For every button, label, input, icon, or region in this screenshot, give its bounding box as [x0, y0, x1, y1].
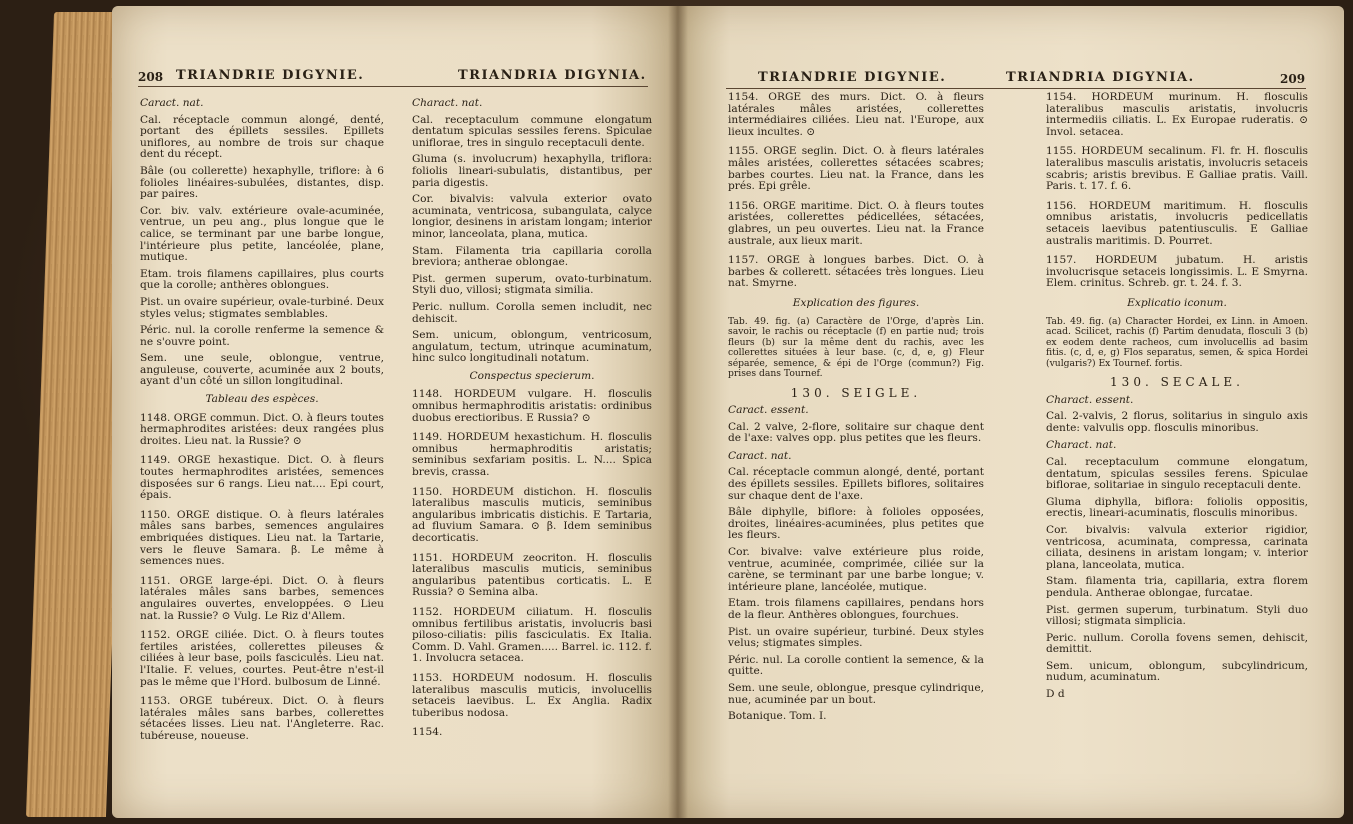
paragraph: Cor. bivalvis: valvula exterior rigidior, ventricosa, acuminata, compressa, carinata ciliata, desinens in aristam longam; v. interior plana, lanceolata, mutica. [1046, 523, 1308, 571]
left-page [112, 6, 676, 818]
section-title: Conspectus specierum. [469, 369, 595, 382]
paragraph: Cor. bivalve: valve extérieure plus roide, ventrue, acuminée, comprimée, ciliée sur la carène, se terminant par une barbe longue; v. intérieure plane, lancéolée, mutique. [728, 546, 984, 593]
species-entry: 1152. HORDEUM ciliatum. H. flosculis omnibus fertilibus aristatis, involucris basi piloso-ciliatis: pilis fasciculatis. Ex Italia. Comm. D. Vahl. Gramen..... Barrel. ic. 112. f. 1. Involucra setacea. [412, 605, 652, 665]
running-header-french: TRIANDRIE DIGYNIE. [758, 70, 947, 85]
paragraph: Pist. germen superum, ovato-turbinatum. Styli duo, villosi; stigmata similia. [412, 272, 652, 297]
french-column [140, 92, 384, 751]
paragraph: Stam. filamenta tria, capillaria, extra florem pendula. Antherae oblongae, furcatae. [1046, 575, 1308, 599]
species-entry: 1151. HORDEUM zeocriton. H. flosculis lateralibus masculis muticis, seminibus angularibus patentibus corticatis. L. E Russia? ⊙ Semina alba. [412, 551, 652, 599]
figure-caption: Tab. 49. fig. (a) Character Hordei, ex Linn. in Amoen. acad. Scilicet, rachis (f) Partim denudata, flosculi 3 (b) ex eodem dente racheos, cum involucellis ad basim fitis. (c, d, e, g) Flos separatus, semen, & spica Hordei (vulgaris?) Ex Tournef. fortis. [1046, 315, 1308, 369]
paragraph: Gluma diphylla, biflora: foliolis oppositis, erectis, lineari-acuminatis, flosculis minoribus. [1046, 495, 1308, 520]
subheading: Charact. nat. [412, 97, 483, 109]
book-gutter [668, 6, 688, 818]
paragraph: Pist. germen superum, turbinatum. Styli duo villosi; stigmata simplicia. [1046, 603, 1308, 628]
paragraph: Bâle (ou collerette) hexaphylle, triflore: à 6 folioles linéaires-subulées, distantes, disp. par paires. [140, 164, 384, 201]
running-header-latin: TRIANDRIA DIGYNIA. [458, 68, 647, 83]
species-entry: 1154. ORGE des murs. Dict. O. à fleurs latérales mâles aristées, collerettes intermédiaires ciliées. Lieu nat. l'Europe, aux lieux incultes. ⊙ [728, 91, 984, 138]
paragraph: Sem. unicum, oblongum, subcylindricum, nudum, acuminatum. [1046, 659, 1308, 684]
species-entry: 1155. HORDEUM secalinum. Fl. fr. H. flosculis lateralibus masculis aristatis, involucris setaceis scabris; aristis brevibus. E Galliae pratis. Vaill. Paris. t. 17. f. 6. [1046, 145, 1308, 193]
paragraph: Péric. nul. La corolle contient la semence, & la quitte. [728, 653, 984, 678]
header-rule [138, 86, 648, 87]
section-title: Explication des figures. [792, 296, 920, 309]
running-header-french: TRIANDRIE DIGYNIE. [176, 68, 365, 83]
species-entry: 1150. HORDEUM distichon. H. flosculis lateralibus masculis muticis, seminibus angularibus imbricatis distichis. E Tartaria, ad fluvium Samara. ⊙ β. Idem seminibus decorticatis. [412, 485, 652, 544]
paragraph: Péric. nul. la corolle renferme la semence & ne s'ouvre point. [140, 324, 384, 348]
paragraph: Cal. receptaculum commune elongatum, dentatum, spiculas sessiles ferens. Spiculae biflorae, solitariae in singulo receptaculi dente. [1046, 455, 1308, 492]
page-number: 208 [138, 70, 164, 84]
section-title: Tableau des espèces. [205, 393, 319, 406]
paragraph: Cal. 2 valve, 2-flore, solitaire sur chaque dent de l'axe: valves opp. plus petites que les fleurs. [728, 420, 984, 445]
right-page [676, 6, 1344, 818]
genus-heading: 130. SECALE. [1110, 375, 1244, 389]
subheading: Charact. nat. [1046, 439, 1117, 452]
paragraph: Cal. receptaculum commune elongatum dentatum spiculas sessiles ferens. Spiculae uniflorae, tres in singulo receptaculi dente. [412, 113, 652, 149]
latin-column [412, 92, 652, 744]
species-entry: 1150. ORGE distique. O. à fleurs latérales mâles sans barbes, semences angulaires embriquées distiques. Lieu nat. la Tartarie, vers le fleuve Samara. β. Le même à semences nues. [140, 508, 384, 568]
species-entry: 1149. HORDEUM hexastichum. H. flosculis omnibus hermaphroditis aristatis; seminibus sexfariam positis. L. N.... Spica brevis, crassa. [412, 431, 652, 479]
paragraph: Gluma (s. involucrum) hexaphylla, triflora: foliolis lineari-subulatis, distantibus, per paria digestis. [412, 153, 652, 189]
figure-caption: Tab. 49. fig. (a) Caractère de l'Orge, d'après Lin. savoir, le rachis ou réceptacle (f) en partie nud; trois fleurs (b) sur la même dent du rachis, avec les collerettes situées à leur base. (c, d, e, g) Fleur séparée, semence, & épi de l'Orge (commun?) Fig. prises dans Tournef. [728, 315, 984, 379]
paragraph: Stam. Filamenta tria capillaria corolla breviora; antherae oblongae. [412, 244, 652, 269]
species-entry: 1157. ORGE à longues barbes. Dict. O. à barbes & collerett. sétacées très longues. Lieu nat. Smyrne. [728, 254, 984, 290]
subheading: Charact. essent. [1046, 393, 1134, 406]
paragraph: Peric. nullum. Corolla semen includit, nec dehiscit. [412, 300, 652, 325]
species-entry: 1153. ORGE tubéreux. Dict. O. à fleurs latérales mâles sans barbes, collerettes sétacées lisses. Lieu nat. l'Angleterre. Rac. tubéreuse, noueuse. [140, 695, 384, 742]
species-entry: 1157. HORDEUM jubatum. H. aristis involucrisque setaceis longissimis. L. E Smyrna. Elem. crinitus. Schreb. gr. t. 24. f. 3. [1046, 254, 1308, 290]
paragraph: Pist. un ovaire supérieur, turbiné. Deux styles velus; stigmates simples. [728, 625, 984, 650]
species-entry: 1152. ORGE ciliée. Dict. O. à fleurs toutes fertiles aristées, collerettes pileuses & ciliées à leur base, poils fasciculés. Lieu nat. l'Italie. F. velues, courtes. Peut-être n'est-il pas le même que l'Hord. bulbosum de Linné. [140, 629, 384, 688]
species-entry: 1148. HORDEUM vulgare. H. flosculis omnibus hermaphroditis aristatis: ordinibus duobus erectioribus. E Russia? ⊙ [412, 388, 652, 424]
species-entry: 1151. ORGE large-épi. Dict. O. à fleurs latérales mâles sans barbes, semences angulaires ouvertes, enveloppées. ⊙ Lieu nat. la Russie? ⊙ Vulg. Le Riz d'Allem. [140, 574, 384, 622]
latin-column [1046, 92, 1308, 706]
paragraph: 1154. [412, 726, 443, 739]
genus-heading: 130. SEIGLE. [790, 385, 922, 400]
paragraph: Cal. réceptacle commun alongé, denté, portant des épillets sessiles. Epillets uniflores, au nombre de trois sur chaque dent du récept. [140, 113, 384, 161]
paragraph: Bâle diphylle, biflore: à folioles opposées, droites, linéaires-acuminées, plus petites que les fleurs. [728, 506, 984, 542]
paragraph: Etam. trois filamens capillaires, pendans hors de la fleur. Anthères oblongues, fourchues. [728, 597, 984, 621]
french-column [728, 92, 984, 728]
paragraph: Cor. bivalvis: valvula exterior ovato acuminata, ventricosa, subangulata, calyce longior, desinens in aristam longam; interior minor, lanceolata, plana, mutica. [412, 193, 652, 240]
paragraph: Etam. trois filamens capillaires, plus courts que la corolle; anthères oblongues. [140, 267, 384, 292]
header-rule [726, 88, 1306, 89]
subheading: Caract. essent. [728, 404, 809, 417]
species-entry: 1149. ORGE hexastique. Dict. O. à fleurs toutes hermaphrodites aristées, semences disposées sur 6 rangs. Lieu nat.... Epi court, épais. [140, 454, 384, 502]
species-entry: 1148. ORGE commun. Dict. O. à fleurs toutes hermaphrodites aristées: deux rangées plus droites. Lieu nat. la Russie? ⊙ [140, 411, 384, 447]
paragraph: Peric. nullum. Corolla fovens semen, dehiscit, demittit. [1046, 631, 1308, 656]
paragraph: Pist. un ovaire supérieur, ovale-turbiné. Deux styles velus; stigmates semblables. [140, 295, 384, 320]
paragraph: Cal. réceptacle commun alongé, denté, portant des épillets sessiles. Epillets biflores, solitaires sur chaque dent de l'axe. [728, 466, 984, 502]
paragraph: Botanique. Tom. I. [728, 710, 827, 723]
running-header-latin: TRIANDRIA DIGYNIA. [1006, 70, 1195, 85]
paragraph: Sem. une seule, oblongue, ventrue, anguleuse, couverte, acuminée aux 2 bouts, ayant d'un côté un sillon longitudinal. [140, 352, 384, 388]
subheading: Caract. nat. [728, 449, 792, 462]
species-entry: 1156. HORDEUM maritimum. H. flosculis omnibus aristatis, involucris pedicellatis setaceis laevibus patentiusculis. E Galliae australis maritimis. D. Pourret. [1046, 199, 1308, 247]
paragraph: Cor. biv. valv. extérieure ovale-acuminée, ventrue, un peu ang., plus longue que le calice, se terminant par une barbe longue, l'intérieure plus petite, lancéolée, plane, mutique. [140, 204, 384, 264]
species-entry: 1153. HORDEUM nodosum. H. flosculis lateralibus masculis muticis, involucellis setaceis laevibus. L. Ex Anglia. Radix tuberibus nodosa. [412, 671, 652, 719]
paragraph: Sem. une seule, oblongue, presque cylindrique, nue, acuminée par un bout. [728, 681, 984, 706]
subheading: Caract. nat. [140, 97, 204, 109]
paragraph: Sem. unicum, oblongum, ventricosum, angulatum, tectum, utrinque acuminatum, hinc sulco longitudinali notatum. [412, 329, 652, 365]
species-entry: 1156. ORGE maritime. Dict. O. à fleurs toutes aristées, collerettes pédicellées, sétacées, glabres, un peu ouvertes. Lieu nat. la France australe, aux lieux marit. [728, 199, 984, 247]
species-entry: 1155. ORGE seglin. Dict. O. à fleurs latérales mâles aristées, collerettes sétacées scabres; barbes courtes. Lieu nat. la France, dans les prés. Epi grêle. [728, 145, 984, 193]
page-number: 209 [1280, 72, 1306, 86]
paragraph: D d [1046, 688, 1065, 701]
species-entry: 1154. HORDEUM murinum. H. flosculis lateralibus masculis aristatis, involucris intermediis ciliatis. L. Ex Europae ruderatis. ⊙ Invol. setacea. [1046, 91, 1308, 138]
paragraph: Cal. 2-valvis, 2 florus, solitarius in singulo axis dente: valvulis opp. flosculis minoribus. [1046, 410, 1308, 434]
section-title: Explicatio iconum. [1127, 296, 1227, 309]
